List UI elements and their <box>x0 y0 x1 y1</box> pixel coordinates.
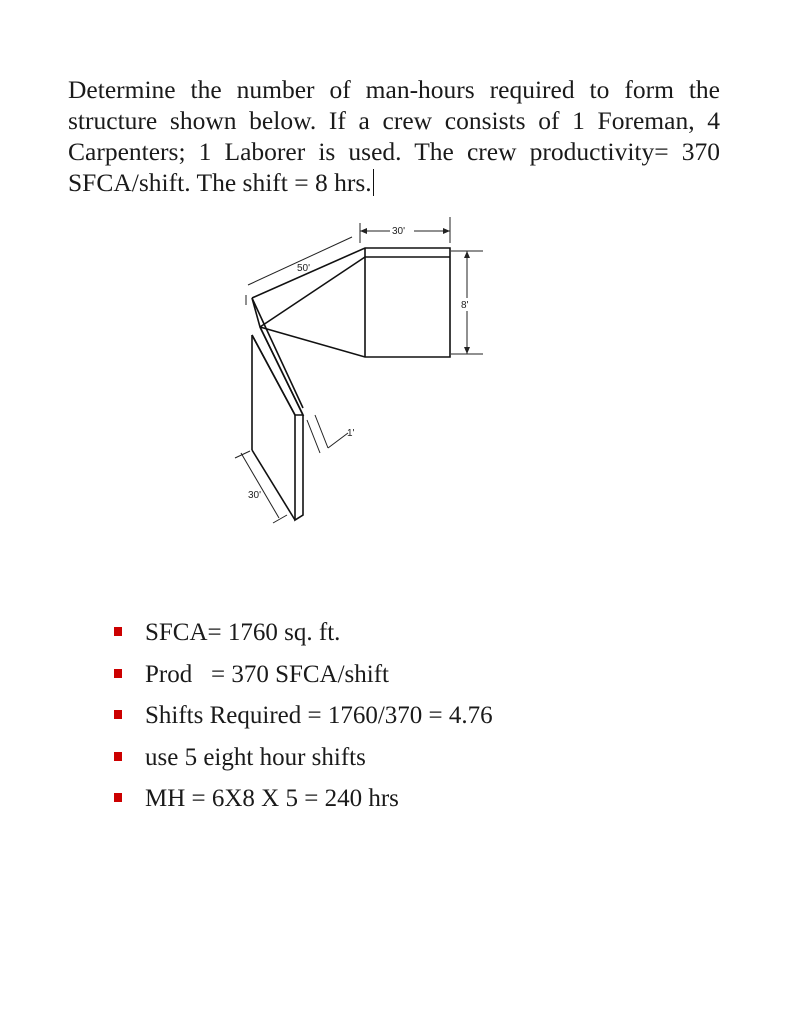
dim-thickness-label: 1' <box>347 428 355 439</box>
bullet-icon <box>114 752 122 761</box>
dim-bottom-ext-bottom <box>273 515 287 523</box>
dim-arrow <box>464 347 470 354</box>
solution-item-prod <box>112 654 493 696</box>
solution-item-text: use 5 eight hour shifts <box>145 743 366 771</box>
wall-structure-drawing <box>215 215 515 535</box>
wall-top-outline <box>252 248 450 357</box>
dim-arrow <box>443 228 450 234</box>
wall-structure-diagram <box>215 215 515 535</box>
solution-item-text: Shifts Required = 1760/370 = 4.76 <box>145 702 493 729</box>
dim-height-label: 8' <box>461 300 469 311</box>
solution-item-text: MH = 6X8 X 5 = 240 hrs <box>145 785 399 812</box>
solution-list <box>112 612 493 820</box>
dim-thickness-leader <box>328 433 348 448</box>
dim-thickness-ext-a <box>307 420 320 453</box>
wall-diagonal-bottom <box>260 327 303 415</box>
solution-item-use-shifts <box>112 737 493 779</box>
dim-bottom-label: 30' <box>248 490 262 501</box>
problem-text: Determine the number of man-hours required to form the structure shown below. If a crew consists of 1 Foreman, 4 Carpenters; 1 Laborer is used. The crew productivity= 370 SFCA/shift. The shift = 8 hrs. <box>68 75 720 197</box>
dim-top-label: 30' <box>392 226 406 237</box>
solution-item-text: Prod = 370 SFCA/shift <box>145 660 390 688</box>
wall-diagonal-outline <box>260 257 365 327</box>
dim-arrow <box>360 228 367 234</box>
solution-item-text: SFCA= 1760 sq. ft. <box>145 619 341 646</box>
solution-item-sfca <box>112 612 493 654</box>
text-cursor <box>373 169 375 196</box>
bullet-icon <box>114 669 122 678</box>
bullet-icon <box>114 710 122 719</box>
problem-statement <box>68 74 720 198</box>
bullet-icon <box>114 627 122 636</box>
solution-item-mh <box>112 778 493 820</box>
solution-item-shifts <box>112 695 493 737</box>
wall-bottom-outline <box>295 415 303 520</box>
bullet-icon <box>114 793 122 802</box>
dim-diagonal-label: 50' <box>297 263 311 274</box>
dim-bottom-ext-top <box>235 451 250 458</box>
dim-thickness-ext-b <box>315 415 328 448</box>
dim-arrow <box>464 251 470 258</box>
